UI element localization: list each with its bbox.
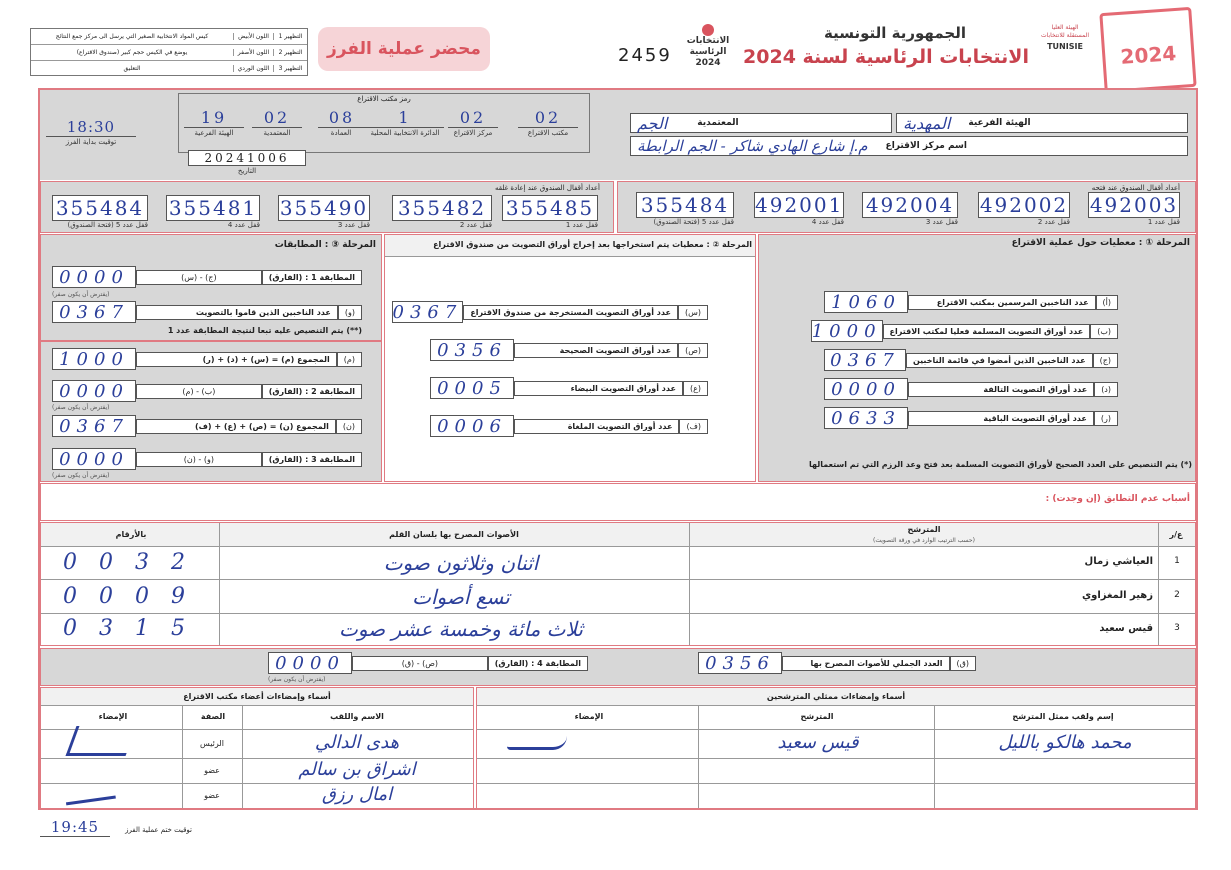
total-key: (ق) bbox=[950, 656, 976, 671]
row-value: 0006 bbox=[430, 415, 514, 437]
stage3-title: المرحلة ③ : المطابقات bbox=[274, 240, 376, 250]
votes-words: ثلاث مائة وخمسة عشر صوت bbox=[339, 617, 583, 641]
sum-m-row bbox=[52, 348, 362, 370]
locks-open-title: أعداد أقفال الصندوق عند فتحه bbox=[1091, 184, 1180, 192]
votes-words: اثنان وثلاثون صوت bbox=[383, 551, 539, 575]
end-time-caption: توقيت ختم عملية الفرز bbox=[125, 826, 192, 834]
lock-value: 492002 bbox=[979, 193, 1069, 217]
stage1-row bbox=[824, 291, 1118, 313]
votes-digits: 0315 bbox=[63, 616, 207, 641]
sum-n-key: (ن) bbox=[336, 419, 362, 434]
row-value: 0000 bbox=[824, 378, 908, 400]
results-words-header: الأصوات المصرح بها بلسان القلم bbox=[389, 530, 519, 539]
code-field-imada bbox=[318, 108, 364, 138]
code-caption: العمادة bbox=[330, 129, 352, 137]
match1-label: المطابقة 1 : (الفارق) bbox=[262, 270, 362, 285]
row-label: عدد أوراق التصويت التالفة bbox=[908, 382, 1094, 397]
delegation-field bbox=[630, 113, 892, 133]
list-item bbox=[477, 784, 1195, 808]
code-value: 02 bbox=[252, 108, 302, 128]
row-key: (س) bbox=[678, 305, 708, 320]
code-caption: الدائرة الانتخابية المحلية bbox=[370, 129, 440, 137]
sub-authority-label: الهيئة الفرعية bbox=[968, 118, 1031, 128]
lock-caption: قفل عدد 2 bbox=[459, 221, 492, 229]
lock-caption: قفل عدد 5 (فتحة الصندوق) bbox=[67, 221, 148, 229]
start-time-value: 18:30 bbox=[46, 118, 136, 137]
members-name-header: الاسم واللقب bbox=[330, 712, 384, 721]
lock-close-2 bbox=[392, 195, 492, 229]
mismatch-label: أسباب عدم التطابق (إن وجدت) : bbox=[1045, 494, 1190, 504]
stage1-row bbox=[824, 407, 1118, 429]
code-caption: المعتمدية bbox=[263, 129, 291, 137]
date-caption: التاريخ bbox=[237, 167, 257, 175]
candidate-name: زهير المغزاوي bbox=[1081, 590, 1153, 601]
sum-m-label: المجموع (م) = (س) + (د) + (ر) bbox=[136, 352, 337, 367]
sort-desc: كيس المواد الانتخابية الصغير التي يرسل الى مركز جمع النتائج bbox=[55, 33, 209, 40]
list-item bbox=[41, 784, 473, 808]
row-label: عدد الناخبين الذين أمضوا في قائمة الناخبين bbox=[906, 353, 1093, 368]
table-row bbox=[41, 615, 1195, 645]
list-item bbox=[477, 759, 1195, 783]
lock-value: 355485 bbox=[502, 195, 598, 221]
lock-open-4 bbox=[754, 192, 844, 226]
voters-value: 0367 bbox=[52, 301, 136, 323]
sort-desc: التعليق bbox=[123, 64, 141, 72]
delegation-value: الجم bbox=[637, 113, 668, 133]
delegation-label: المعتمدية bbox=[697, 118, 739, 128]
row-key: (أ) bbox=[1096, 295, 1118, 310]
code-caption: الهيئة الفرعية bbox=[194, 129, 234, 137]
sum-n-label: المجموع (ن) = (ص) + (ع) + (ف) bbox=[136, 419, 336, 434]
lock-value: 355484 bbox=[636, 192, 734, 218]
row-num: 1 bbox=[1174, 556, 1180, 566]
stage2-title: المرحلة ② : معطيات يتم استخراجها بعد إخراج أوراق التصويت من صندوق الاقتراع bbox=[433, 240, 752, 249]
code-value: 02 bbox=[518, 108, 578, 128]
date-value: 20241006 bbox=[188, 150, 306, 166]
sub-authority-field bbox=[896, 113, 1188, 133]
match1-row bbox=[52, 266, 362, 288]
stage1-row bbox=[811, 320, 1118, 342]
code-value: 08 bbox=[318, 108, 366, 128]
reps-title: أسماء وإمضاءات ممثلي المترشحين bbox=[766, 692, 906, 701]
lock-open-2 bbox=[978, 192, 1070, 226]
stage2-row bbox=[430, 415, 708, 437]
lock-close-4 bbox=[166, 195, 260, 229]
total-section bbox=[40, 648, 1196, 686]
members-title: أسماء وإمضاءات أعضاء مكتب الاقتراع bbox=[183, 692, 331, 701]
match1-note: (يفترض أن يكون صفر) bbox=[52, 291, 110, 298]
sum-m-value: 1000 bbox=[52, 348, 136, 370]
member-role: عضو bbox=[204, 766, 220, 775]
lock-value: 355482 bbox=[392, 195, 492, 221]
members-role-header: الصفة bbox=[200, 712, 226, 721]
lock-close-5 bbox=[52, 195, 148, 229]
reps-name-header: إسم ولقب ممثل المترشح bbox=[1012, 712, 1114, 721]
member-name: هدى الدالي bbox=[314, 732, 400, 753]
match4-value: 0000 bbox=[268, 652, 352, 674]
row-num: 3 bbox=[1174, 623, 1180, 633]
doc-number: 2459 bbox=[618, 45, 672, 66]
sum-n-value: 0367 bbox=[52, 415, 136, 437]
row-key: (ف) bbox=[679, 419, 708, 434]
logo-text: الانتخابات الرئاسية 2024 bbox=[686, 36, 730, 68]
row-label: عدد أوراق التصويت المستخرجة من صندوق الاقتراع bbox=[463, 305, 678, 320]
logo-icon bbox=[702, 24, 714, 36]
stamp-year: 2024 bbox=[1119, 41, 1177, 69]
row-value: 0633 bbox=[824, 407, 908, 429]
official-stamp bbox=[1099, 7, 1196, 93]
lock-close-1 bbox=[502, 195, 598, 229]
row-label: عدد الناخبين المرسمين بمكتب الاقتراع bbox=[908, 295, 1096, 310]
match3-row bbox=[52, 448, 362, 470]
lock-caption: قفل عدد 1 bbox=[1147, 218, 1180, 226]
row-label: عدد أوراق التصويت المسلمة فعليا لمكتب الاقتراع bbox=[883, 324, 1091, 339]
row-key: (ع) bbox=[683, 381, 708, 396]
stage2-row bbox=[430, 339, 708, 361]
list-item bbox=[41, 730, 473, 758]
start-time-caption: توقيت بداية الفرز bbox=[65, 138, 117, 146]
lock-open-3 bbox=[862, 192, 958, 226]
lock-value: 492003 bbox=[1089, 193, 1179, 217]
list-item bbox=[41, 759, 473, 783]
member-role: عضو bbox=[204, 791, 220, 800]
voters-note: (**) يتم التنصيص عليه تبعا لنتيجة المطابقة عدد 1 bbox=[167, 326, 362, 335]
lock-value: 355484 bbox=[52, 195, 148, 221]
member-signature bbox=[66, 726, 137, 756]
badge-title: محضر عملية الفرز bbox=[318, 27, 490, 71]
results-digits-header: بالأرقام bbox=[115, 530, 147, 539]
row-label: عدد أوراق التصويت الصحيحة bbox=[514, 343, 678, 358]
row-value: 1000 bbox=[811, 321, 882, 342]
match4-formula: (ص) - (ق) bbox=[352, 656, 488, 671]
start-time bbox=[46, 118, 136, 147]
end-time bbox=[40, 818, 110, 837]
sort-label: التظهير 3 bbox=[273, 65, 307, 72]
lock-caption: قفل عدد 2 bbox=[1037, 218, 1070, 226]
stage2-row bbox=[392, 301, 708, 323]
row-value: 0367 bbox=[824, 349, 906, 371]
total-label: العدد الجملي للأصوات المصرح بها bbox=[782, 656, 950, 671]
country-name: الجمهورية التونسية bbox=[824, 24, 966, 42]
lock-open-1 bbox=[1088, 192, 1180, 226]
sum-n-row bbox=[52, 415, 362, 437]
election-logo bbox=[686, 24, 730, 80]
sum-m-key: (م) bbox=[337, 352, 362, 367]
members-sign-header: الإمضاء bbox=[98, 712, 128, 721]
row-label: عدد أوراق التصويت الملغاة bbox=[514, 419, 679, 434]
code-field-office bbox=[518, 108, 578, 138]
lock-caption: قفل عدد 5 (فتحة الصندوق) bbox=[653, 218, 734, 226]
rep-signature bbox=[507, 736, 567, 750]
lock-value: 355490 bbox=[279, 196, 369, 220]
lock-caption: قفل عدد 1 bbox=[565, 221, 598, 229]
match2-formula: (ب) - (م) bbox=[136, 384, 262, 399]
match4-label: المطابقة 4 : (الفارق) bbox=[488, 656, 588, 671]
match4-note: (يفترض أن يكون صفر) bbox=[268, 676, 326, 683]
isie-logo bbox=[1040, 24, 1090, 76]
code-caption: مكتب الاقتراع bbox=[527, 129, 569, 137]
code-field-delegation bbox=[252, 108, 302, 138]
results-num-header: ع/ر bbox=[1169, 530, 1183, 539]
row-key: (ر) bbox=[1094, 411, 1118, 426]
lock-caption: قفل عدد 3 bbox=[925, 218, 958, 226]
candidate-name: قيس سعيد bbox=[1099, 623, 1153, 634]
stage2-row bbox=[430, 377, 708, 399]
match2-note: (يفترض أن يكون صفر) bbox=[52, 404, 110, 411]
match3-label: المطابقة 3 : (الفارق) bbox=[262, 452, 362, 467]
sort-color: اللون الوردي bbox=[233, 65, 273, 72]
rep-name: محمد هالكو بالليل bbox=[998, 732, 1132, 753]
stage1-note: (*) يتم التنصيص على العدد الصحيح لأوراق التصويت المسلمة بعد فتح وعد الرزم التي تم استعمالها bbox=[808, 460, 1192, 469]
match1-value: 0000 bbox=[52, 266, 136, 288]
election-title: الانتخابات الرئاسية لسنة 2024 bbox=[743, 46, 1029, 68]
row-value: 0005 bbox=[430, 377, 514, 399]
lock-caption: قفل عدد 4 bbox=[227, 221, 260, 229]
code-field-sub-authority bbox=[184, 108, 244, 138]
code-value: 02 bbox=[448, 108, 498, 128]
candidate-name: العياشي زمال bbox=[1084, 556, 1153, 567]
center-label: اسم مركز الاقتراع bbox=[885, 141, 967, 151]
match2-row bbox=[52, 380, 362, 402]
sort-label: التظهير 1 bbox=[273, 33, 307, 40]
member-name: اشراق بن سالم bbox=[298, 759, 416, 780]
row-value: 1060 bbox=[824, 291, 908, 313]
center-field bbox=[630, 136, 1188, 156]
reps-sign-header: الإمضاء bbox=[574, 712, 604, 721]
center-value: م.إ شارع الهادي شاكر - الجم الرابطة bbox=[637, 137, 868, 155]
lock-open-5 bbox=[636, 192, 734, 226]
end-time-value: 19:45 bbox=[40, 818, 110, 837]
sort-desc: يوضع في الكيس حجم كبير (صندوق الاقتراع) bbox=[76, 49, 188, 56]
match4-row bbox=[268, 652, 588, 674]
lock-value: 492004 bbox=[862, 192, 958, 218]
row-key: (ص) bbox=[678, 343, 708, 358]
votes-digits: 0009 bbox=[63, 584, 207, 609]
rep-candidate: قيس سعيد bbox=[777, 732, 859, 753]
lock-caption: قفل عدد 3 bbox=[337, 221, 370, 229]
lock-close-3 bbox=[278, 195, 370, 229]
member-name: امال رزق bbox=[321, 784, 393, 805]
reps-candidate-header: المترشح bbox=[800, 712, 834, 721]
stage1-row bbox=[824, 349, 1118, 371]
isie-arabic: الهيئة العليا المستقلة للانتخابات bbox=[1040, 24, 1089, 39]
row-label: عدد أوراق التصويت الباقية bbox=[908, 411, 1094, 426]
table-row bbox=[41, 547, 1195, 580]
row-key: (ب) bbox=[1090, 324, 1118, 339]
row-num: 2 bbox=[1174, 590, 1180, 600]
sort-color: اللون الأبيض bbox=[233, 33, 273, 40]
lock-value: 492001 bbox=[755, 193, 844, 217]
code-field-center bbox=[448, 108, 498, 138]
votes-digits: 0032 bbox=[63, 550, 207, 575]
total-value: 0356 bbox=[698, 652, 782, 674]
locks-close-title: أعداد أقفال الصندوق عند إعادة غلقه bbox=[494, 184, 600, 192]
lock-value: 355481 bbox=[166, 195, 260, 221]
stage3-divider bbox=[40, 340, 382, 342]
match3-formula: (و) - (ن) bbox=[136, 452, 262, 467]
voters-label: عدد الناخبين الذين قاموا بالتصويت bbox=[136, 305, 338, 320]
results-candidate-sub: (حسب الترتيب الوارد في ورقة التصويت) bbox=[873, 537, 975, 544]
results-candidate-header: المترشح bbox=[907, 525, 941, 534]
match3-note: (يفترض أن يكون صفر) bbox=[52, 472, 110, 479]
match2-label: المطابقة 2 : (الفارق) bbox=[262, 384, 362, 399]
row-key: (ج) bbox=[1093, 353, 1118, 368]
match3-value: 0000 bbox=[52, 448, 136, 470]
code-value: 19 bbox=[184, 108, 244, 128]
code-caption: مركز الاقتراع bbox=[453, 129, 493, 137]
stage1-row bbox=[824, 378, 1118, 400]
voters-key: (و) bbox=[338, 305, 362, 320]
member-role: الرئيس bbox=[200, 739, 224, 748]
sub-authority-value: المهدية bbox=[903, 113, 951, 133]
match2-value: 0000 bbox=[52, 380, 136, 402]
lock-caption: قفل عدد 4 bbox=[811, 218, 844, 226]
row-value: 0356 bbox=[430, 339, 514, 361]
voters-row bbox=[52, 301, 362, 323]
row-label: عدد أوراق التصويت البيضاء bbox=[514, 381, 683, 396]
list-item bbox=[477, 730, 1195, 758]
votes-words: تسع أصوات bbox=[412, 585, 510, 609]
row-key: (د) bbox=[1094, 382, 1118, 397]
row-value: 0367 bbox=[392, 302, 463, 323]
office-code-title: رمز مكتب الاقتراع bbox=[357, 95, 411, 103]
code-field-district bbox=[366, 108, 444, 138]
isie-text: TUNISIE bbox=[1047, 42, 1083, 51]
code-value: 1 bbox=[366, 108, 444, 128]
member-signature bbox=[64, 783, 116, 806]
match1-formula: (ج) - (س) bbox=[136, 270, 262, 285]
date-field bbox=[188, 150, 306, 176]
sort-label: التظهير 2 bbox=[273, 49, 307, 56]
total-row bbox=[698, 652, 976, 674]
sort-color: اللون الأصفر bbox=[233, 49, 273, 56]
sort-instructions-table bbox=[30, 28, 308, 76]
table-row bbox=[41, 581, 1195, 614]
stage1-title: المرحلة ① : معطيات حول عملية الاقتراع bbox=[1011, 238, 1190, 248]
